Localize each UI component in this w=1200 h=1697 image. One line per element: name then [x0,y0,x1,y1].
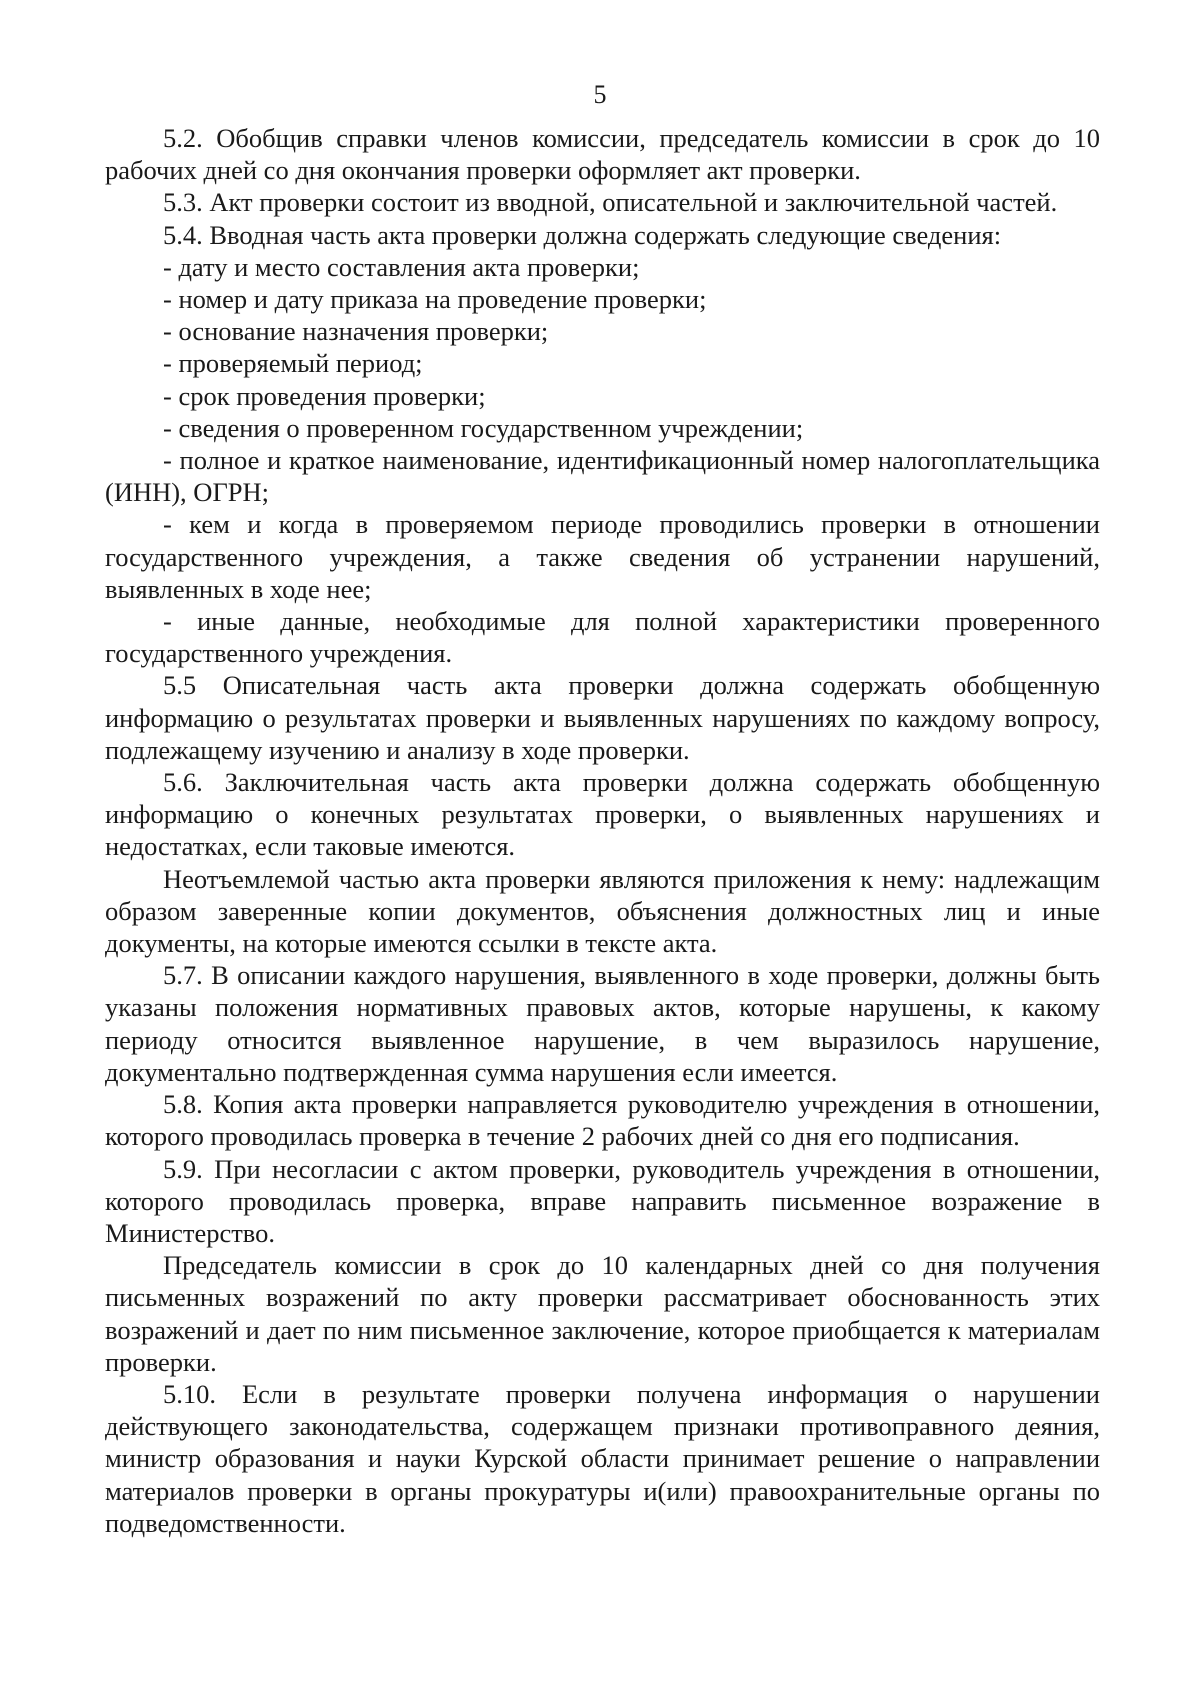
paragraph-5-4: 5.4. Вводная часть акта проверки должна содержать следующие сведения: [163,219,1002,250]
page-number: 5 [593,80,607,109]
list-item: - кем и когда в проверяемом периоде проводились проверки в отношении государственного учреждения, а также сведения об устранении нарушений, выявленных в ходе нее; [105,509,1100,604]
paragraph-5-5: 5.5 Описательная часть акта проверки должна содержать обобщенную информацию о результатах проверки и выявленных нарушениях по каждому вопросу, подлежащему изучению и анализу в ходе проверки. [105,670,1100,765]
paragraph-chairman: Председатель комиссии в срок до 10 календарных дней со дня получения письменных возражений по акту проверки рассматривает обоснованность этих возражений и дает по ним письменное заключение, которое приобщается к материалам проверки. [105,1250,1100,1377]
list-item: - дату и место составления акта проверки; [163,251,640,282]
paragraph-5-9: 5.9. При несогласии с актом проверки, руководитель учреждения в отношении, которого проводилась проверка, вправе направить письменное возражение в Министерство. [105,1153,1100,1248]
list-item: - срок проведения проверки; [163,380,486,411]
list-item: - номер и дату приказа на проведение проверки; [163,284,707,315]
paragraph-5-3: 5.3. Акт проверки состоит из вводной, описательной и заключительной частей. [163,187,1058,218]
paragraph-5-7: 5.7. В описании каждого нарушения, выявленного в ходе проверки, должны быть указаны положения нормативных правовых актов, которые нарушены, к какому периоду относится выявленное нарушение, в чем выразилось нарушение, документально подтвержденная сумма нарушения если имеется. [105,960,1100,1087]
list-item: - проверяемый период; [163,348,423,379]
paragraph-appendices: Неотъемлемой частью акта проверки являются приложения к нему: надлежащим образом заверенные копии документов, объяснения должностных лиц и иные документы, на которые имеются ссылки в тексте акта. [105,863,1100,959]
paragraph-5-2: 5.2. Обобщив справки членов комиссии, председатель комиссии в срок до 10 рабочих дней со дня окончания проверки оформляет акт проверки. [105,123,1100,186]
list-item: - полное и краткое наименование, идентификационный номер налогоплательщика (ИНН), ОГРН; [105,445,1100,508]
list-item: - иные данные, необходимые для полной характеристики проверенного государственного учреждения. [105,606,1100,669]
paragraph-5-8: 5.8. Копия акта проверки направляется руководителю учреждения в отношении, которого проводилась проверка в течение 2 рабочих дней со дня его подписания. [105,1089,1100,1152]
document-body [105,122,1100,1539]
paragraph-5-10: 5.10. Если в результате проверки получена информация о нарушении действующего законодательства, содержащем признаки противоправного деяния, министр образования и науки Курской области принимает решение о направлении материалов проверки в органы прокуратуры и(или) правоохранительные органы по подведомственности. [105,1378,1100,1538]
list-item: - основание назначения проверки; [163,316,549,347]
list-item: - сведения о проверенном государственном учреждении; [163,412,804,443]
paragraph-5-6: 5.6. Заключительная часть акта проверки должна содержать обобщенную информацию о конечных результатах проверки, о выявленных нарушениях и недостатках, если таковые имеются. [105,767,1100,862]
